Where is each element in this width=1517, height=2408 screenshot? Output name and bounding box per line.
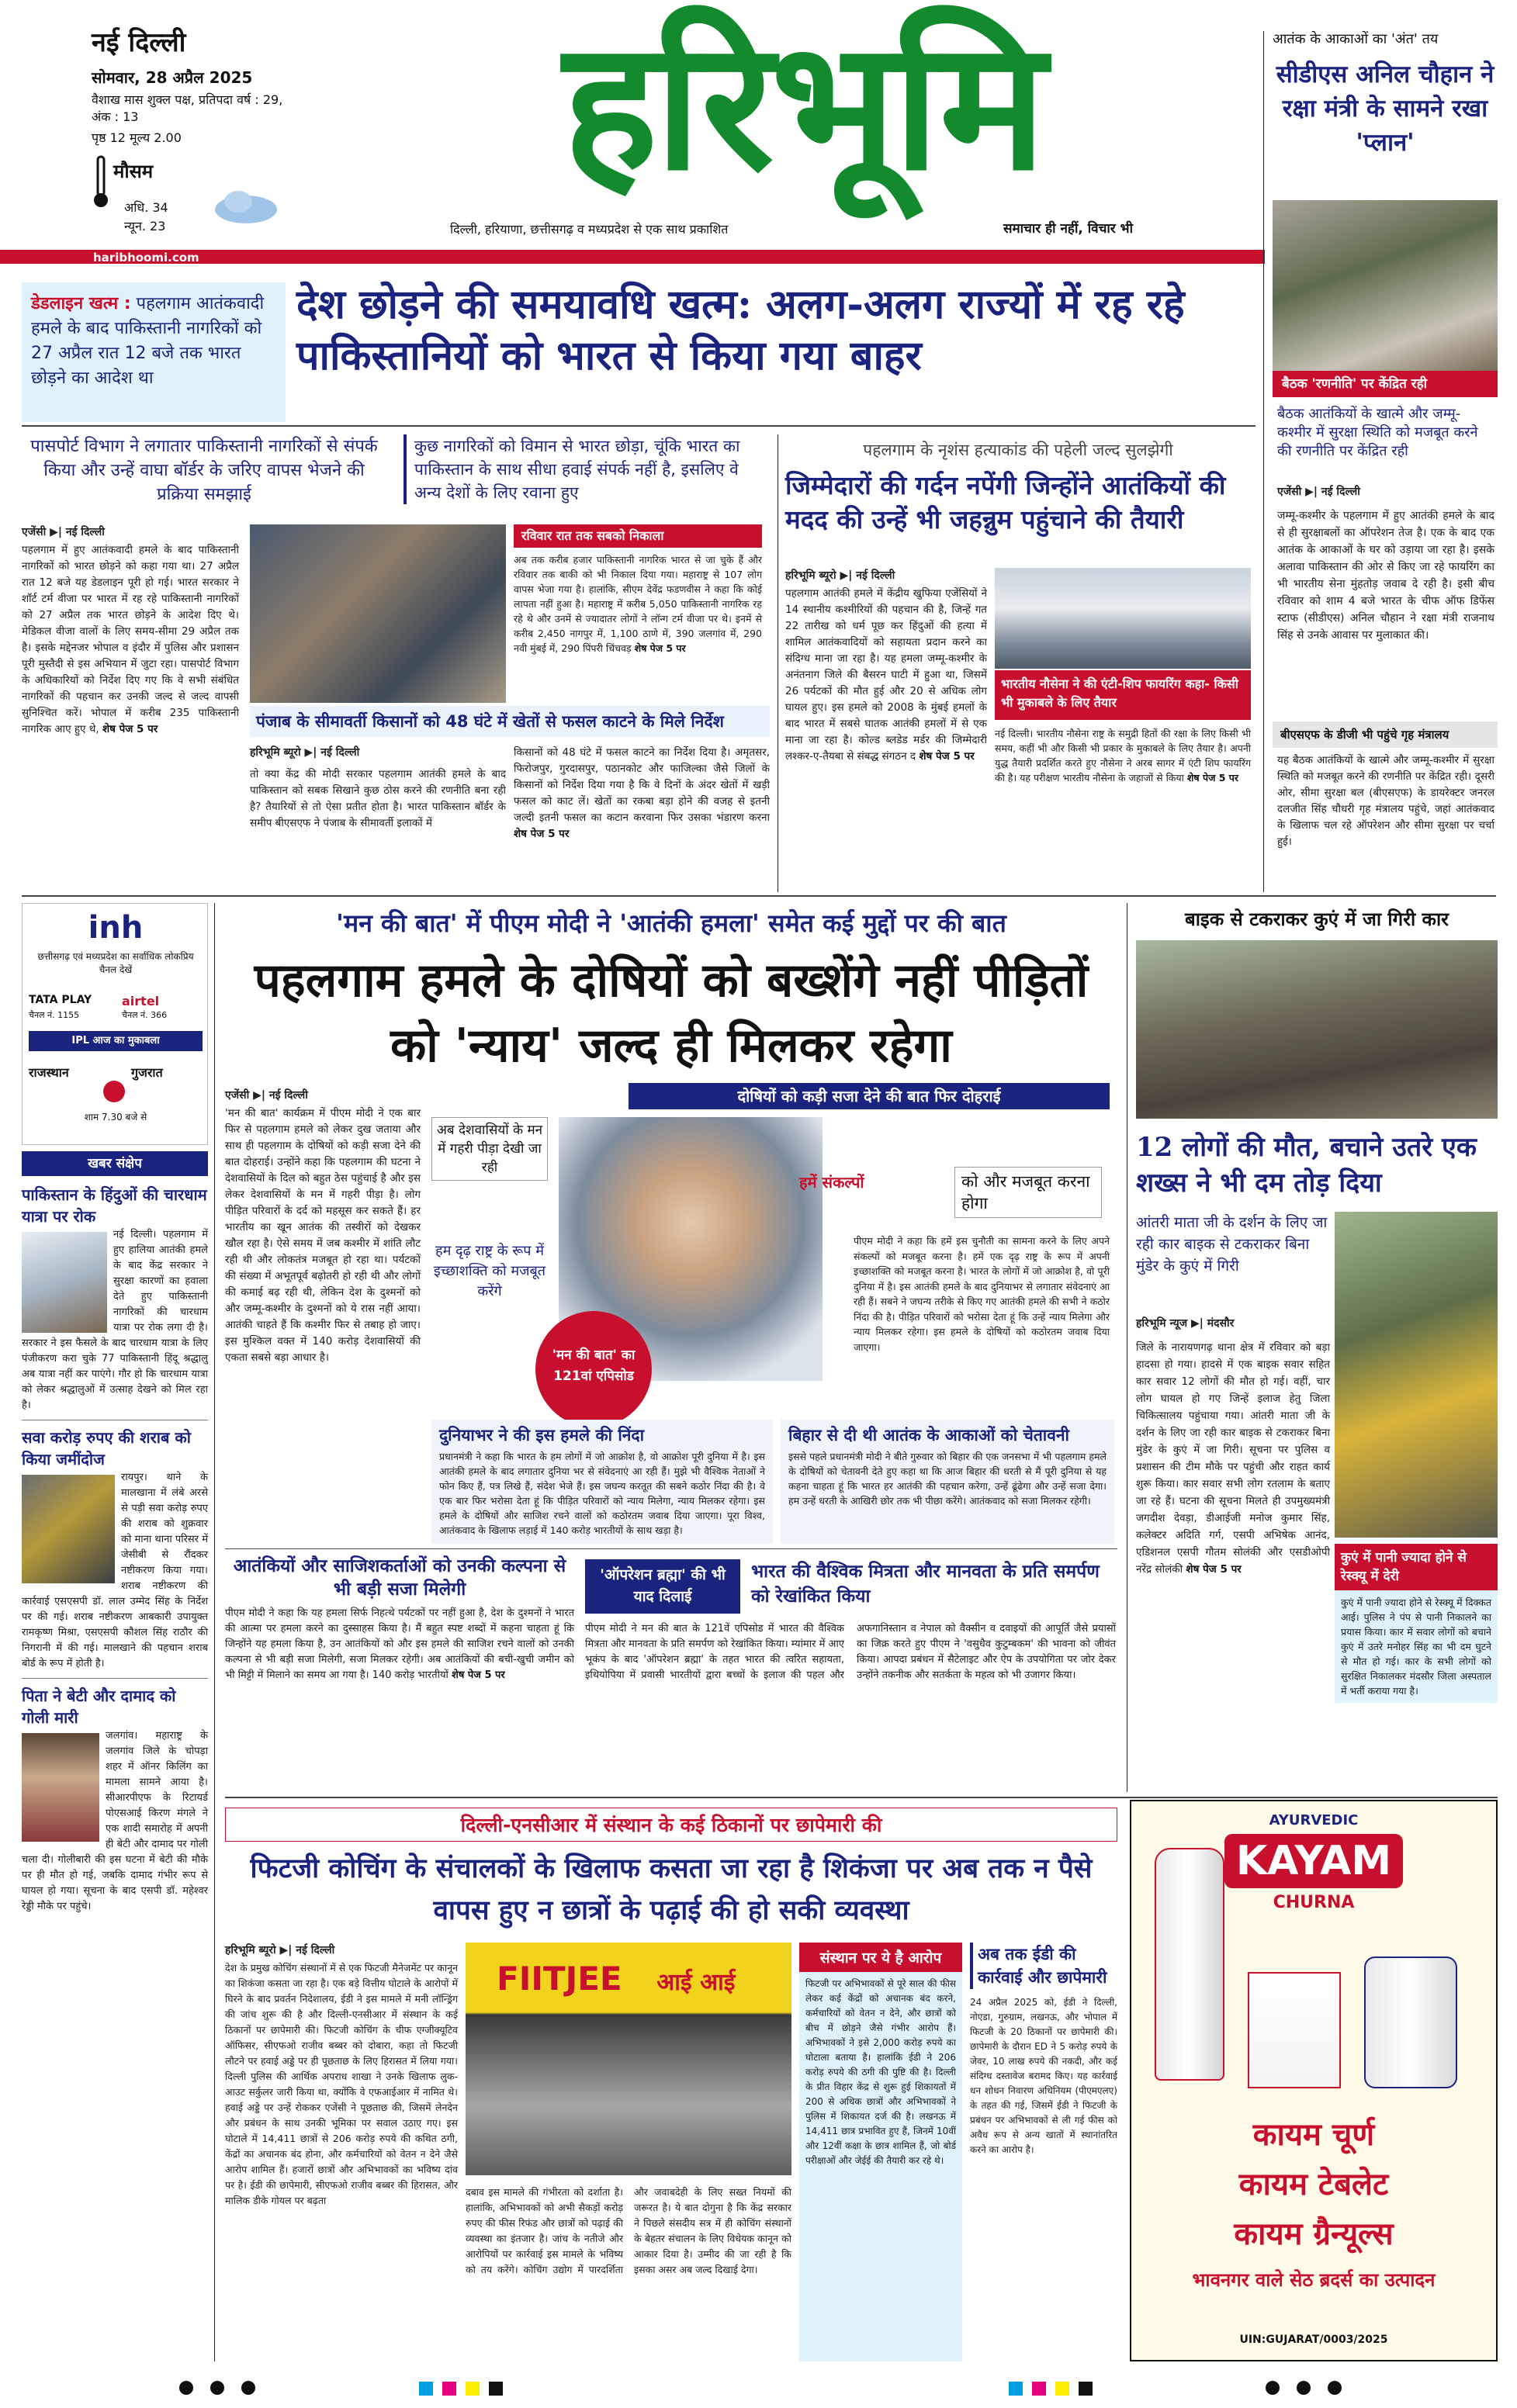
modi-sub-2 bbox=[781, 1420, 1114, 1544]
col-divider-right bbox=[1263, 31, 1264, 892]
cds-story bbox=[1273, 23, 1498, 877]
fiitjee-sign-en: FIITJEE bbox=[497, 1960, 622, 1998]
fiitjee-headline: फिटजी कोचिंग के संचालकों के खिलाफ कसता जा रहा है शिकंजा पर अब तक न पैसे वापस हुए न छात्रों के पढ़ाई की हो सकी व्यवस्था bbox=[250, 1853, 1093, 1926]
operation-brahma-tag: 'ऑपरेशन ब्रह्मा' की भी याद दिलाई bbox=[585, 1559, 740, 1614]
kayam-tablet-box bbox=[1248, 1972, 1341, 2088]
fiitjee-allegations-box bbox=[799, 1943, 962, 2361]
cloud-icon bbox=[211, 186, 281, 225]
car-sub: आंतरी माता जी के दर्शन के लिए जा रही कार बाइक से टकराकर बिना मुंडेर के कुएं में गिरी bbox=[1136, 1214, 1328, 1275]
lead-headline: देश छोड़ने की समयावधि खत्म: अलग-अलग राज्यों में रह रहे पाकिस्तानियों को भारत से किया गया बाहर bbox=[296, 281, 1185, 379]
section-divider-2 bbox=[225, 1797, 1498, 1798]
cds-headline: सीडीएस अनिल चौहान ने रक्षा मंत्री के सामने रखा 'प्लान' bbox=[1276, 61, 1494, 157]
inh-tagline: छत्तीसगढ़ एवं मध्यप्रदेश का सर्वाधिक लोकप्रिय चैनल देखें bbox=[37, 951, 194, 975]
modi-quote-3b: को और मजबूत करना होगा bbox=[954, 1167, 1102, 1218]
second-byline: हरिभूमि ब्यूरो ▶| नई दिल्ली bbox=[785, 569, 895, 582]
masthead-date: सोमवार, 28 अप्रैल 2025 bbox=[92, 68, 253, 87]
brief-1-body: नई दिल्ली। पहलगाम में हुए हालिया आतंकी हमले के बाद केंद्र सरकार ने सुरक्षा कारणों का हवाला देते हुए पाकिस्तानी नागरिकों की चारधाम यात्रा पर रोक लगा दी है। सरकार ने इस फैसले के बाद चारधाम यात्रा के लिए पंजीकरण करा चुके 77 पाकिस्तानी हिंदू श्रद्धालु अब यात्रा नहीं कर पाएंगे। गौर हो कि चारधाम यात्रा को लेकर श्रद्धालुओं में उत्साह देखने को मिल रहा है। bbox=[22, 1229, 208, 1411]
kayam-brand-sub: CHURNA bbox=[1273, 1893, 1355, 1912]
modi-quote-1: अब देशवासियों के मन में गहरी पीड़ा देखी जा रही bbox=[431, 1117, 548, 1181]
kayam-bottle-large bbox=[1155, 1848, 1224, 2081]
lead-body-col bbox=[22, 524, 239, 889]
navy-caption: भारतीय नौसेना ने की एंटी-शिप फायरिंग कहा- किसी भी मुकाबले के लिए तैयार bbox=[995, 670, 1251, 720]
brief-3-body: जलगांव। महाराष्ट्र के जलगांव जिले के चोपड़ा शहर में ऑनर किलिंग का मामला सामने आया है। सीआरपीएफ के रिटायर्ड पोएसआई किरण मंगले ने एक शादी समारोह में अपनी ही बेटी और दामाद पर गोली चला दी। गोलीबारी की इस घटना में बेटी की मौके पर ही मौत हो गई, जबकि दामाद गंभीर रूप से घायल हो गया। सूचना के बाद एसपी डॉ. महेश्वर रेड्डी मौके पर पहुंचे। bbox=[22, 1730, 208, 1912]
airtel-label: airtel bbox=[122, 994, 160, 1009]
lead-body bbox=[22, 542, 239, 738]
car-body: जिले के नारायणगढ़ थाना क्षेत्र में रविवार को बड़ा हादसा हो गया। हादसे में एक बाइक सवार सहित कार सवार 12 लोगों की मौत हो गई। वहीं, चार लोग घायल हो गए जिन्हें इलाज हेतु जिला चिकित्सालय पहुंचाया गया। आंतरी माता जी के दर्शन के लिए जा रही कार बाइक से टकराकर बिना मुंडेर के कुएं में जा गिरी। सूचना पर पुलिस व प्रशासन की टीम मौके पर पहुंची और राहत कार्य शुरू किया। कार सवार सभी लोग रतलाम के बताए जा रहे हैं। घटना की सूचना मिलते ही उपमुख्यमंत्री जगदीश देवड़ा, डीआईजी मनोज कुमार सिंह, कलेक्टर अदिति गर्ग, एसपी अभिषेक आनंद, एडिशनल एसपी गौतम सोलंकी और एसडीओपी नरेंद्र सोलंकी bbox=[1136, 1341, 1330, 1576]
modi-sub-2-title: बिहार से दी थी आतंक के आकाओं को चेतावनी bbox=[788, 1426, 1070, 1444]
fiitjee-byline: हरिभूमि ब्यूरो ▶| नई दिल्ली bbox=[225, 1944, 335, 1956]
thermometer-icon bbox=[93, 155, 109, 209]
lead-more-link[interactable]: शेष पेज 5 पर bbox=[102, 723, 158, 735]
modi-sub-3 bbox=[225, 1555, 574, 1787]
masthead-city: नई दिल्ली bbox=[92, 27, 186, 58]
fiitjee-sign bbox=[497, 1960, 735, 1998]
edition-line: दिल्ली, हरियाणा, छत्तीसगढ़ व मध्यप्रदेश से एक साथ प्रकाशित bbox=[450, 222, 729, 237]
modi-body: 'मन की बात' कार्यक्रम में पीएम मोदी ने एक बार फिर से पहलगाम हमले को लेकर दुख जताया और साथ ही पहलगाम के दोषियों को कड़ी सजा देने की बात दोहराई। उन्होंने कहा कि पहलगाम की घटना ने देशवासियों के दिल को बहुत ठेस पहुंचाई है और इस लेकर देशवासियों के मन में गहरी पीड़ा है। लोग पीड़ित परिवारों के दर्द को महसूस कर सकते हैं। हर भारतीय का खून आतंक की तस्वीरों को देखकर खौल रहा है। ऐसे समय में जब कश्मीर में शांति लौट रही थी और लोकतंत्र मजबूत हो रहा था। पर्यटकों की संख्या में अभूतपूर्व बढ़ोतरी हो रही थी और लोगों की कमाई बढ़ रही थी, लेकिन देश के दुश्मनों को और जम्मू-कश्मीर के दुश्मनों को ये रास नहीं आया। आतंकी चाहते हैं कि कश्मीर फिर से तबाह हो जाए। इस मुश्किल वक्त में 140 करोड़ देशवासियों की एकता सबसे बड़ा आधार है। bbox=[225, 1107, 421, 1364]
cds-sub-caption: बीएसएफ के डीजी भी पहुंचे गृह मंत्रालय bbox=[1273, 721, 1498, 748]
second-body-text: पहलगाम आतंकी हमले में केंद्रीय खुफिया एजेंसियों ने 14 स्थानीय कश्मीरियों की पहचान की है, जिन्हें गत 22 तारीख को धर्म पूछ कर हिंदुओं की हत्या में शामिल आतंकवादियों को सहायता प्रदान करने का संदिग्ध माना जा रहा है। यह हमला जम्मू-कश्मीर के अनंतनाग जिले की बैसरन घाटी में हुआ था, जिसमें 26 पर्यटकों की मौत हुई और 20 से अधिक लोग घायल हुए। इस हमले को 2008 के मुंबई हमलों के बाद भारत में सबसे घातक आतंकी हमलों में से एक माना जा रहा है। कोल्ड ब्लडेड मर्डर की जिम्मेदारी लश्कर-ए-तैयबा से संबद्ध संगठन द bbox=[785, 587, 987, 763]
briefs-header: खबर संक्षेप bbox=[22, 1151, 208, 1176]
website-bar[interactable] bbox=[0, 250, 1265, 264]
weather-min: न्यून. 23 bbox=[124, 219, 166, 234]
weather-label: मौसम bbox=[113, 161, 154, 182]
car-kicker: बाइक से टकराकर कुएं में जा गिरी कार bbox=[1185, 908, 1449, 930]
evacuation-body: अब तक करीब हजार पाकिस्तानी नागरिक भारत से जा चुके हैं और रविवार तक बाकी को भी निकाल दिया गया। महाराष्ट्र से 107 लोग वापस भेजा गया है। हालांकि, सीएम देवेंद्र फडणवीस ने कहा कि कोई लापता नहीं हुआ है। महाराष्ट्र में करीब 5,050 पाकिस्तानी नागरिक रह रहे थे और उनमें से ज्यादातर लोगों ने लॉन्ग टर्म वीजा पर थे। इनमें से करीब 2,450 नागपुर में, 1,100 ठाणे में, 390 जलगांव में, 290 नवी मुंबई में, 290 पिंपरी चिंचवड़ bbox=[514, 554, 762, 654]
deadline-body: पहलगाम आतंकवादी हमले के बाद पाकिस्तानी नागरिकों को 27 अप्रैल रात 12 बजे तक भारत छोड़ने का आदेश था bbox=[31, 294, 265, 388]
brief-1-title: पाकिस्तान के हिंदुओं की चारधाम यात्रा पर रोक bbox=[22, 1185, 207, 1226]
cricket-ball-icon bbox=[103, 1081, 125, 1102]
modi-kicker bbox=[225, 906, 1117, 939]
liquor-photo bbox=[22, 1475, 115, 1583]
navy-more-link[interactable]: शेष पेज 5 पर bbox=[1186, 772, 1238, 784]
car-more-link[interactable]: शेष पेज 5 पर bbox=[1186, 1563, 1242, 1576]
modi-sub-3-more-link[interactable]: शेष पेज 5 पर bbox=[452, 1669, 505, 1681]
modi-strap: दोषियों को कड़ी सजा देने की बात फिर दोहराई bbox=[629, 1083, 1110, 1109]
cds-byline: एजेंसी ▶| नई दिल्ली bbox=[1277, 486, 1360, 498]
well-water-title: कुएं में पानी ज्यादा होने से रेस्क्यू में देरी bbox=[1335, 1544, 1498, 1590]
evacuation-text bbox=[514, 552, 762, 708]
lead-byline: एजेंसी ▶| नई दिल्ली bbox=[22, 526, 105, 538]
modi-headline: पहलगाम हमले के दोषियों को बख्शेंगे नहीं पीड़ितों को 'न्याय' जल्द ही मिलकर रहेगा bbox=[254, 953, 1089, 1073]
farmer-col2 bbox=[514, 745, 770, 892]
second-headline: जिम्मेदारों की गर्दन नपेंगी जिन्होंने आतंकियों की मदद की उन्हें भी जहन्नुम पहुंचाने की तैयारी bbox=[785, 470, 1226, 535]
couple-photo bbox=[22, 1733, 99, 1842]
lead-sub-mid: कुछ नागरिकों को विमान से भारत छोड़ा, चूंकि भारत का पाकिस्तान के साथ सीधा हवाई संपर्क नहीं है, इसलिए वे अन्य देशों के लिए रवाना हुए bbox=[403, 434, 768, 504]
navy-text bbox=[995, 726, 1251, 889]
ipl-banner: IPL आज का मुकाबला bbox=[29, 1031, 203, 1051]
farmer-col1: तो क्या केंद्र की मोदी सरकार पहलगाम आतंकी हमले के बाद पाकिस्तान को सबक सिखाने कुछ ठोस करने की रणनीति बना रही है? तैयारियों से तो ऐसा प्रतीत होता है। भारत पाकिस्तान बॉर्डर के समीप बीएसएफ ने पंजाब के सीमावर्ती इलाकों में bbox=[250, 768, 506, 829]
cds-kicker: आतंक के आकाओं का 'अंत' तय bbox=[1273, 31, 1439, 47]
farmer-headline: पंजाब के सीमावर्ती किसानों को 48 घंटे में खेतों से फसल काटने के मिले निर्देश bbox=[250, 706, 770, 737]
lead-body-text: पहलगाम में हुए आतंकवादी हमले के बाद पाकिस्तानी नागरिकों को भारत छोड़ने को कहा गया था। 27 अप्रैल रात 12 बजे यह डेडलाइन पूरी हो गई। भारत सरकार ने शॉर्ट टर्म वीजा पर भारत में रह रहे पाकिस्तानी नागरिकों को 27 अप्रैल तक भारत छोड़ने के आदेश दिए थे। मेडिकल वीजा वालों के लिए समय-सीमा 29 अप्रैल तक है। इसके मद्देनजर भोपाल व इंदौर में पुलिस और प्रशासन पूरी मुस्तैदी से इस अभियान में जुटा रहा। पासपोर्ट विभाग के अधिकारियों को निर्देश दिए गए कि वे सभी संबंधित नागरिकों की पहचान कर उनकी जल्द से जल्द वापसी सुनिश्चित करें। भोपाल में करीब 235 पाकिस्तानी नागरिक आए हुए थे, bbox=[22, 544, 239, 735]
modi-quote-3 bbox=[799, 1171, 954, 1193]
modi-divider bbox=[225, 1548, 1117, 1549]
badge-line-1: 'मन की बात' का bbox=[552, 1348, 636, 1363]
deadline-kicker: डेडलाइन खत्म : bbox=[31, 294, 131, 313]
second-body-col bbox=[785, 568, 987, 886]
navy-body: नई दिल्ली। भारतीय नौसेना राष्ट्र के समुद्री हितों की रक्षा के लिए किसी भी समय, कहीं भी और किसी भी प्रकार के मुकाबले के लिए तैयार है। अपनी युद्ध तैयारी प्रदर्शित करते हुए नौसेना ने अरब सागर में एंटी शिप फायरिंग की है। यह परीक्षण भारतीय नौसेना के जहाजों से किया bbox=[995, 728, 1251, 784]
modi-sub-3-body bbox=[225, 1606, 574, 1683]
modi-sub-1 bbox=[431, 1420, 773, 1544]
modi-sub-3-text: पीएम मोदी ने कहा कि यह हमला सिर्फ निहत्थे पर्यटकों पर नहीं हुआ है, देश के दुश्मनों ने भारत की आत्मा पर हमला करने का दुस्साहस किया है। मैं बहुत स्पष्ट शब्दों में कहना चाहता हूं कि जिन्होंने यह हमला किया है, उन आतंकियों को और इस हमले की साजिश रचने वालों को उनकी कल्पना से भी बड़ी सजा मिलेगी, सजा मिलकर रहेगी। अब आतंकियों की बची-खुची जमीन को भी मिट्टी में मिलाने का समय आ गया है। 140 करोड़ भारतीयों bbox=[225, 1607, 574, 1681]
car-headline: 12 लोगों की मौत, बचाने उतरे एक शख्स ने भी दम तोड़ दिया bbox=[1136, 1132, 1477, 1199]
deadline-text bbox=[31, 292, 276, 391]
lead-sub-left: पासपोर्ट विभाग ने लगातार पाकिस्तानी नागरिकों से संपर्क किया और उन्हें वाघा बॉर्डर के जरिए वापस भेजने की प्रक्रिया समझाई bbox=[30, 437, 378, 504]
farmer-more-link[interactable]: शेष पेज 5 पर bbox=[514, 828, 570, 840]
cds-photo-caption: बैठक 'रणनीति' पर केंद्रित रही bbox=[1273, 371, 1498, 397]
well-water-body: कुएं में पानी ज्यादा होने से रेस्क्यू में दिक्कत आई। पुलिस ने पंप से पानी निकालने का प्रयास किया। कार में सवार लोगों को बचाने कुएं में उतरे मनोहर सिंह का भी दम घुटने से मौत हो गई। कार के सभी लोगों को सुरक्षित निकालकर मंदसौर जिला अस्पताल में भर्ती कराया गया है। bbox=[1335, 1590, 1498, 1703]
website-link[interactable]: haribhoomi.com bbox=[93, 251, 199, 265]
section-divider-1 bbox=[22, 895, 1496, 897]
fiitjee-col1 bbox=[225, 1943, 458, 2361]
print-registration-marks bbox=[0, 2371, 1517, 2405]
cds-intro: बैठक आतंकियों के खात्मे और जम्मू-कश्मीर में सुरक्षा स्थिति को मजबूत करने की रणनीति पर केंद्रित रही bbox=[1277, 406, 1478, 459]
col-divider-left bbox=[214, 903, 215, 2361]
kayam-ad[interactable] bbox=[1130, 1800, 1498, 2361]
modi-sub-2-body: इससे पहले प्रधानमंत्री मोदी ने बीते गुरुवार को बिहार की एक जनसभा में भी पहलगाम हमले के दोषियों को चेतावनी देते हुए कहा था कि आज बिहार की धरती से मैं पूरी दुनिया से यह कहना चाहता हूं कि भारत हर आतंकी की पहचान करेगा, उन्हें ढूंढेगा और उन्हें सजा देगा। हम उन्हें धरती के आखिरी छोर तक भी पीछा करेंगे। आतंकवाद को सजा मिलकर रहेगी। bbox=[788, 1451, 1107, 1507]
modi-sub-1-body: प्रधानमंत्री ने कहा कि भारत के हम लोगों में जो आक्रोश है, वो आक्रोश पूरी दुनिया में है। इस आतंकी हमले के बाद लगातार दुनिया भर से संवेदनाएं आ रही हैं। मुझे भी वैश्विक नेताओं ने फोन किए हैं, पत्र लिखे हैं, संदेश भेजे हैं। इस जघन्य करतूत की सबने कठोर निंदा की है। वे एक बार फिर भरोसा देता हूं कि पीड़ित परिवारों को न्याय मिलेगा, न्याय मिलकर रहेगा। इस हमले के दोषियों और साजिश रचने वालों को कठोरतम जवाब दिया जाएगा। पूरा विश्व, आतंकवाद के खिलाफ लड़ाई में 140 करोड़ भारतीयों के साथ खड़ा है। bbox=[439, 1451, 765, 1536]
masthead-price: पृष्ठ 12 मूल्य 2.00 bbox=[92, 130, 182, 145]
inh-logo: inh bbox=[88, 910, 144, 946]
fiitjee-col4 bbox=[970, 1943, 1117, 2361]
mann-ki-baat-badge bbox=[535, 1311, 652, 1427]
second-more-link[interactable]: शेष पेज 5 पर bbox=[919, 750, 975, 763]
airtel-channel: चैनल नं. 366 bbox=[122, 1010, 168, 1020]
briefs-column bbox=[22, 1151, 208, 2361]
kayam-brand: KAYAM bbox=[1224, 1834, 1403, 1888]
masthead-calendar: वैशाख मास शुक्ल पक्ष, प्रतिपदा वर्ष : 29, अंक : 13 bbox=[92, 92, 283, 124]
car-body-top bbox=[1136, 1339, 1330, 1789]
evacuation-caption: रविवार रात तक सबको निकाला bbox=[514, 524, 762, 548]
kayam-uin: UIN:GUJARAT/0003/2025 bbox=[1239, 2334, 1388, 2346]
kayam-line-2: कायम टेबलेट bbox=[1238, 2167, 1389, 2202]
fiitjee-kicker: दिल्ली-एनसीआर में संस्थान के कई ठिकानों पर छापेमारी की bbox=[225, 1808, 1117, 1842]
cds-meeting-photo bbox=[1273, 200, 1498, 371]
modi-quote-2: हम दृढ़ राष्ट्र के रूप में इच्छाशक्ति को मजबूत करेंगे bbox=[433, 1243, 546, 1299]
cds-body: जम्मू-कश्मीर के पहलगाम में हुए आतंकी हमले के बाद से ही सुरक्षाबलों का ऑपरेशन तेज है। एक के बाद एक आतंक के आकाओं के घर को उड़ाया जा रहा है। इसके अलावा पाकिस्तान की ओर से किए जा रहे फायरिंग का भी भारतीय सेना मुंहतोड़ जवाब दे रही है। इसी बीच रविवार को शाम 4 बजे भारत के चीफ ऑफ डिफेंस स्टाफ (सीडीएस) अनिल चौहान ने रक्षा मंत्री राजनाथ सिंह से उनके आवास पर मुलाकात की। bbox=[1277, 510, 1494, 642]
fiitjee-col4-title: अब तक ईडी की कार्रवाई और छापेमारी bbox=[970, 1943, 1117, 1989]
modi-sub-1-title: दुनियाभर ने की इस हमले की निंदा bbox=[439, 1426, 645, 1444]
second-body bbox=[785, 586, 987, 765]
tataplay-label: TATA PLAY bbox=[29, 994, 92, 1006]
modi-quote-3-red: हमें संकल्पों bbox=[799, 1173, 864, 1192]
fiitjee-sign-hi: आई आई bbox=[656, 1969, 736, 1996]
modi-sub-4-body: पीएम मोदी ने मन की बात के 121वें एपिसोड में भारत की वैश्विक मित्रता और मानवता के प्रति समर्पण को रेखांकित किया। म्यांमार में आए भूकंप के बाद 'ऑपरेशन ब्रह्मा' के तहत भारत की त्वरित सहायता, इथियोपिया में प्रवासी भारतीयों द्वारा बच्चों के इलाज की पहल और अफगानिस्तान व नेपाल को वैक्सीन व दवाइयों की आपूर्ति जैसे प्रयासों का जिक्र करते हुए पीएम ने 'वसुधैव कुटुम्बकम' की भावना को जीवंत किया। आपदा प्रबंधन में सैटेलाइट और ऐप के उपयोगिता पर जोर देकर उन्होंने तकनीक और सतर्कता के महत्व को भी उजागर किया। bbox=[585, 1623, 1116, 1681]
evacuation-more-link[interactable]: शेष पेज 5 पर bbox=[634, 642, 686, 654]
kayam-top-label: AYURVEDIC bbox=[1269, 1812, 1359, 1828]
cds-sub-body: यह बैठक आतंकियों के खात्मे और जम्मू-कश्मीर में सुरक्षा स्थिति को मजबूत करने की रणनीति पर केंद्रित रही। दूसरी ओर, सीमा सुरक्षा बल (बीएसएफ) के डायरेक्टर जनरल दलजीत सिंह चौधरी गृह मंत्रालय पहुंचे, जहां आतंकवाद के खिलाफ चल रहे ऑपरेशन और सीमा सुरक्षा पर चर्चा हुई। bbox=[1277, 754, 1494, 848]
evacuation-photo bbox=[250, 524, 506, 703]
kayam-granules-jar bbox=[1364, 1956, 1457, 2088]
modi-right-col: पीएम मोदी ने कहा कि हमें इस चुनौती का सामना करने के लिए अपने संकल्पों को मजबूत करना है। हमें एक दृढ़ राष्ट्र के रूप में अपनी इच्छाशक्ति को मजबूत करना है। भारत के लोगों में जो आक्रोश है, वो पूरी दुनिया में है। इस आतंकी हमले के बाद दुनियाभर से लगातार संवेदनाएं आ रही हैं। सबने ने जघन्य तरीके से किए गए आतंकी हमले की सभी ने कठोर निंदा की है। पीड़ित परिवारों को भरोसा देता हूं कि उन्हें न्याय मिलेगा और न्याय मिलकर रहेगा। इस हमले के दोषियों को कठोरतम जवाब दिया जाएगा। bbox=[854, 1235, 1110, 1353]
kayam-line-3: कायम ग्रैन्यूल्स bbox=[1234, 2216, 1394, 2252]
farmer-byline: हरिभूमि ब्यूरो ▶| नई दिल्ली bbox=[250, 746, 360, 759]
brief-3-title: पिता ने बेटी और दामाद को गोली मारी bbox=[22, 1687, 176, 1727]
match-team-b: गुजरात bbox=[131, 1065, 163, 1080]
chardham-photo bbox=[22, 1232, 107, 1333]
car-byline: हरिभूमि न्यूज ▶| मंदसौर bbox=[1136, 1317, 1235, 1330]
fiitjee-box-body: फिटजी पर अभिभावकों से पूरे साल की फीस लेकर कई केंद्रों को अचानक बंद करने, कर्मचारियों को वेतन न देने, और छात्रों को बीच में छोड़ने जैसे गंभीर आरोप हैं। अभिभावकों ने इसे 2,000 करोड़ रुपये का घोटाला बताया है। हालांकि ईडी ने 206 करोड़ रुपये की ठगी की पुष्टि की है। दिल्ली के प्रीत विहार केंद्र से शुरू हुई शिकायतों में 200 से अधिक छात्रों और अभिभावकों ने पुलिस में शिकायत दर्ज की है। लखनऊ में 14,411 छात्र प्रभावित हुए हैं, जिनमें 10वीं और 12वीं कक्षा के छात्र शामिल हैं, जो बोर्ड परीक्षाओं और जेईई की तैयारी कर रहे थे। bbox=[805, 1978, 956, 2166]
crane-photo bbox=[1335, 1212, 1498, 1538]
lead-divider bbox=[22, 425, 1256, 427]
tagline: समाचार ही नहीं, विचार भी bbox=[1003, 221, 1133, 237]
weather-max: अधि. 34 bbox=[124, 200, 168, 215]
fiitjee-col2: दबाव इस मामले की गंभीरता को दर्शाता है। हालांकि, अभिभावकों को अभी सैकड़ों करोड़ रुपए की फीस रिफंड और छात्रों को पढ़ाई की व्यवस्था का इंतजार है। जांच के नतीजे और आरोपियों पर कार्रवाई इस मामले के भविष्य को तय करेंगे। कोचिंग उद्योग में पारदर्शिता और जवाबदेही के लिए सख्त नियमों की जरूरत है। ये बात दोगुना है कि केंद्र सरकार ने पिछले संसदीय सत्र में ही कोचिंग संस्थानों के बेहतर संचालन के लिए विधेयक कानून को आकार दिया है। उम्मीद की जा रही है कि इसका असर अब जल्द दिखाई देगा। bbox=[466, 2186, 791, 2275]
second-kicker: पहलगाम के नृशंस हत्याकांड की पहेली जल्द सुलझेगी bbox=[863, 441, 1173, 459]
match-time: शाम 7.30 बजे से bbox=[84, 1112, 147, 1123]
fiitjee-box-title: संस्थान पर ये है आरोप bbox=[799, 1943, 962, 1972]
well-crowd-photo bbox=[1136, 940, 1498, 1119]
fiitjee-col4-body: 24 अप्रैल 2025 को, ईडी ने दिल्ली, नोएडा, गुरुग्राम, लखनऊ, और भोपाल में फिटजी के 20 ठिकानों पर छापेमारी की। छापेमारी के दौरान ED ने 5 करोड़ रुपये के जेवर, 10 लाख रुपये की नकदी, और कई संदिग्ध दस्तावेज बरामद किए। यह कार्रवाई धन शोधन निवारण अधिनियम (पीएमएलए) के तहत की गई, जिसमें ईडी ने फिटजी के प्रबंधन पर अभिभावकों से ली गई फीस को अवैध रूप से अन्य खातों में स्थानांतरित करने का आरोप है। bbox=[970, 1997, 1117, 2155]
well-water-box bbox=[1335, 1544, 1498, 1792]
badge-line-2: 121वां एपिसोड bbox=[553, 1368, 634, 1384]
brief-2-title: सवा करोड़ रुपए की शराब को किया जमींदोज bbox=[22, 1428, 191, 1469]
navy-missile-photo bbox=[995, 568, 1251, 669]
tataplay-channel: चैनल नं. 1155 bbox=[29, 1010, 80, 1020]
fiitjee-col1-body: देश के प्रमुख कोचिंग संस्थानों में से एक फिटजी मैनेजमेंट पर कानून का शिकंजा कसता जा रहा है। एक बड़े वित्तीय घोटाले के आरोपों में घिरने के बाद प्रवर्तन निदेशालय, ईडी ने इस मामले में मनी लॉन्ड्रिंग की जांच शुरू की है और दिल्ली-एनसीआर में संस्थान के कई ठिकानों पर छापेमारी की। फिटजी कोचिंग के चीफ एग्जीक्यूटिव ऑफिसर, सीएफओ राजीव बब्बर को दोबारा, कहा तो फिटजी लौटने पर हवाई अड्डे पर ही पूछताछ के लिए हिरासत में लिया गया। दिल्ली पुलिस की आर्थिक अपराध शाखा ने उनके खिलाफ लुक-आउट सर्कुलर जारी किया था, क्योंकि वे एफआईआर में नामित थे। हवाई अड्डे पर उन्हें रोककर एजेंसी ने पूछताछ की, जिसमें लेनदेन और प्रबंधन के साथ उनकी भूमिका पर सवाल उठाए गए। इस घोटाले में 14,411 छात्रों से 206 करोड़ रुपये की कथित ठगी, केंद्रों का अचानक बंद होना, और कर्मचारियों को वेतन न देने जैसे आरोप शामिल हैं। हजारों छात्रों और अभिभावकों का भविष्य दांव पर है। ईडी की छापेमारी, सीएफओ राजीव बब्बर की हिरासत, और मालिक डीके गोयल पर बढ़ता bbox=[225, 1962, 458, 2206]
modi-sub-4-title: भारत की वैश्विक मित्रता और मानवता के प्रति समर्पण को रेखांकित किया bbox=[751, 1562, 1100, 1607]
kayam-maker: भावनगर वाले सेठ ब्रदर्स का उत्पादन bbox=[1192, 2269, 1436, 2291]
modi-kicker-text: 'मन की बात' में पीएम मोदी ने 'आतंकी हमला' समेत कई मुद्दों पर की बात bbox=[336, 908, 1006, 938]
fiitjee-building-photo bbox=[466, 1943, 791, 2175]
inh-ad[interactable] bbox=[22, 903, 208, 1145]
match-team-a: राजस्थान bbox=[29, 1065, 69, 1080]
modi-byline: एजेंसी ▶| नई दिल्ली bbox=[225, 1089, 308, 1102]
site-logo: हरिभूमि bbox=[563, 3, 1044, 210]
brief-2-body: रायपुर। थाने के मालखाना में लंबे अरसे से पड़ी सवा करोड़ रुपए की शराब को शुक्रवार को माना थाना परिसर में जेसीबी से रौंदकर नष्टीकरण किया गया। शराब नष्टीकरण की कार्रवाई एसएसपी डॉ. लाल उम्मेद सिंह के निर्देश पर की गई। शराब नष्टीकरण आबकारी उपायुक्त रामकृष्ण मिश्रा, एसएसपी कौशल सिंह राठौर की निगरानी में की गई। मालखाने की पहचान शराब बोर्ड के रूप में होती है। bbox=[22, 1472, 208, 1669]
kayam-line-1: कायम चूर्ण bbox=[1252, 2117, 1375, 2153]
farmer-col2-text: किसानों को 48 घंटे में फसल काटने का निर्देश दिया है। अमृतसर, फिरोजपुर, गुरदासपुर, पठानकोट और फाजिल्का जैसे जिलों के किसानों को निर्देश दिया गया है कि वे दिनों के अंदर खेतों में खड़ी फसल को काट लें। खेतों का रकबा बड़ा होने की वजह से इतनी जल्दी इतनी फसल का कटान करवाना फिर उसका भंडारण करना bbox=[514, 746, 770, 824]
modi-sub-3-title: आतंकियों और साजिशकर्ताओं को उनकी कल्पना से भी बड़ी सजा मिलेगी bbox=[233, 1556, 566, 1600]
modi-body-col bbox=[225, 1088, 421, 1538]
deadline-box bbox=[22, 282, 286, 422]
